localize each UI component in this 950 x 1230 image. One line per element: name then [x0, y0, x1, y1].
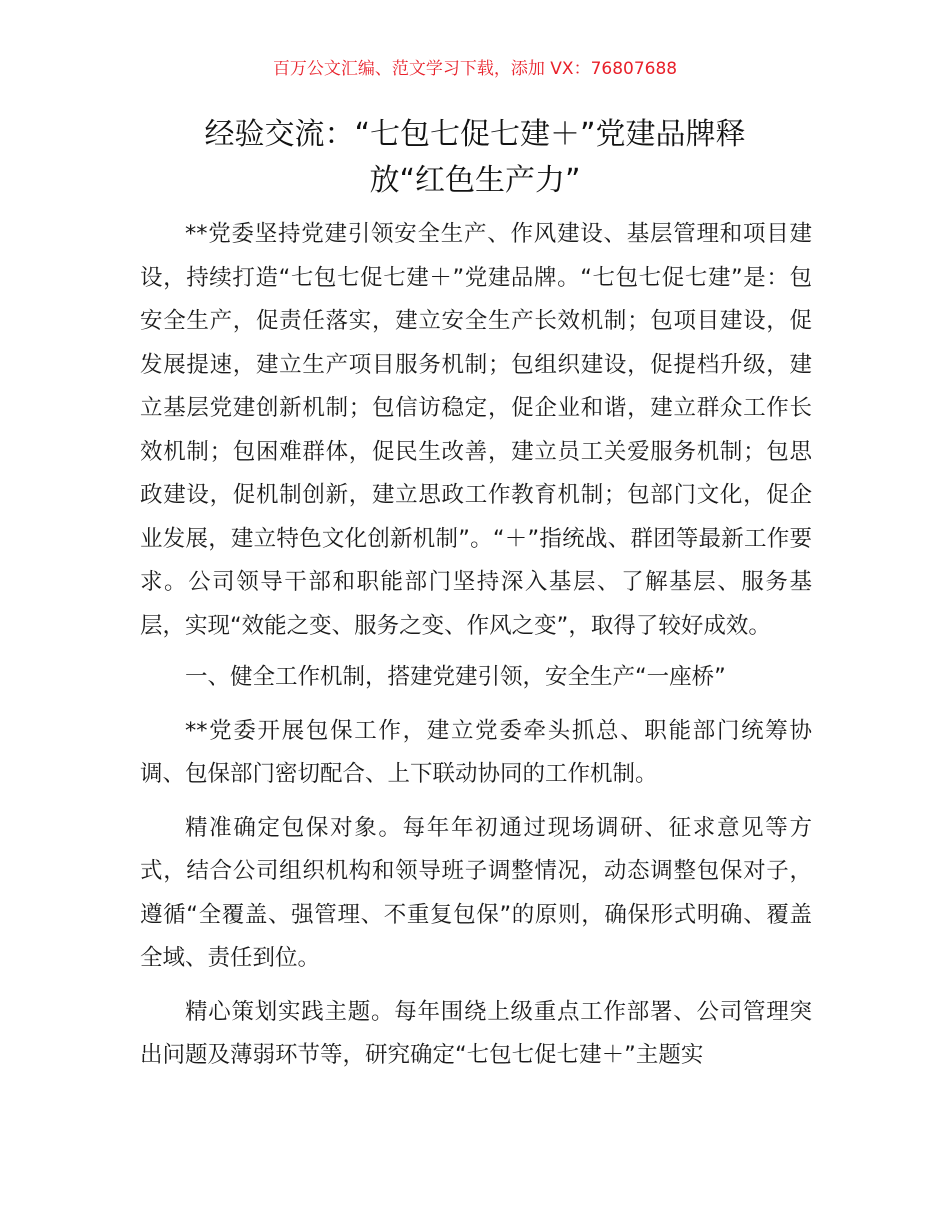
title-line-2: 放“红色生产力” [369, 163, 581, 198]
body-paragraph-3: 精准确定包保对象。每年年初通过现场调研、征求意见等方式，结合公司组织机构和领导班子调整情况，动态调整包保对子，遵循“全覆盖、强管理、不重复包保”的原则，确保形式明确、覆盖全域、责任到位。 [140, 814, 812, 971]
body-paragraph-2: **党委开展包保工作，建立党委牵头抓总、职能部门统筹协调、包保部门密切配合、上下联动协同的工作机制。 [140, 717, 812, 787]
section-heading-1: 一、健全工作机制，搭建党建引领，安全生产“一座桥” [185, 664, 726, 690]
title-line-1: 经验交流：“七包七促七建＋”党建品牌释 [204, 117, 746, 152]
body-paragraph-4: 精心策划实践主题。每年围绕上级重点工作部署、公司管理突出问题及薄弱环节等，研究确定“七包七促七建＋”主题实 [140, 998, 812, 1068]
header-watermark-note: 百万公文汇编、范文学习下载，添加 VX：76807688 [272, 59, 678, 79]
body-paragraph-1: **党委坚持党建引领安全生产、作风建设、基层管理和项目建设，持续打造“七包七促七建＋”党建品牌。“七包七促七建”是：包安全生产，促责任落实，建立安全生产长效机制；包项目建设，促发展提速，建立生产项目服务机制；包组织建设，促提档升级，建立基层党建创新机制；包信访稳定，促企业和谐，建立群众工作长效机制；包困难群体，促民生改善，建立员工关爱服务机制；包思政建设，促机制创新，建立思政工作教育机制；包部门文化，促企业发展，建立特色文化创新机制”。“＋”指统战、群团等最新工作要求。公司领导干部和职能部门坚持深入基层、了解基层、服务基层，实现“效能之变、服务之变、作风之变”，取得了较好成效。 [140, 221, 812, 639]
document-title [140, 112, 810, 204]
document-body [140, 213, 812, 1078]
